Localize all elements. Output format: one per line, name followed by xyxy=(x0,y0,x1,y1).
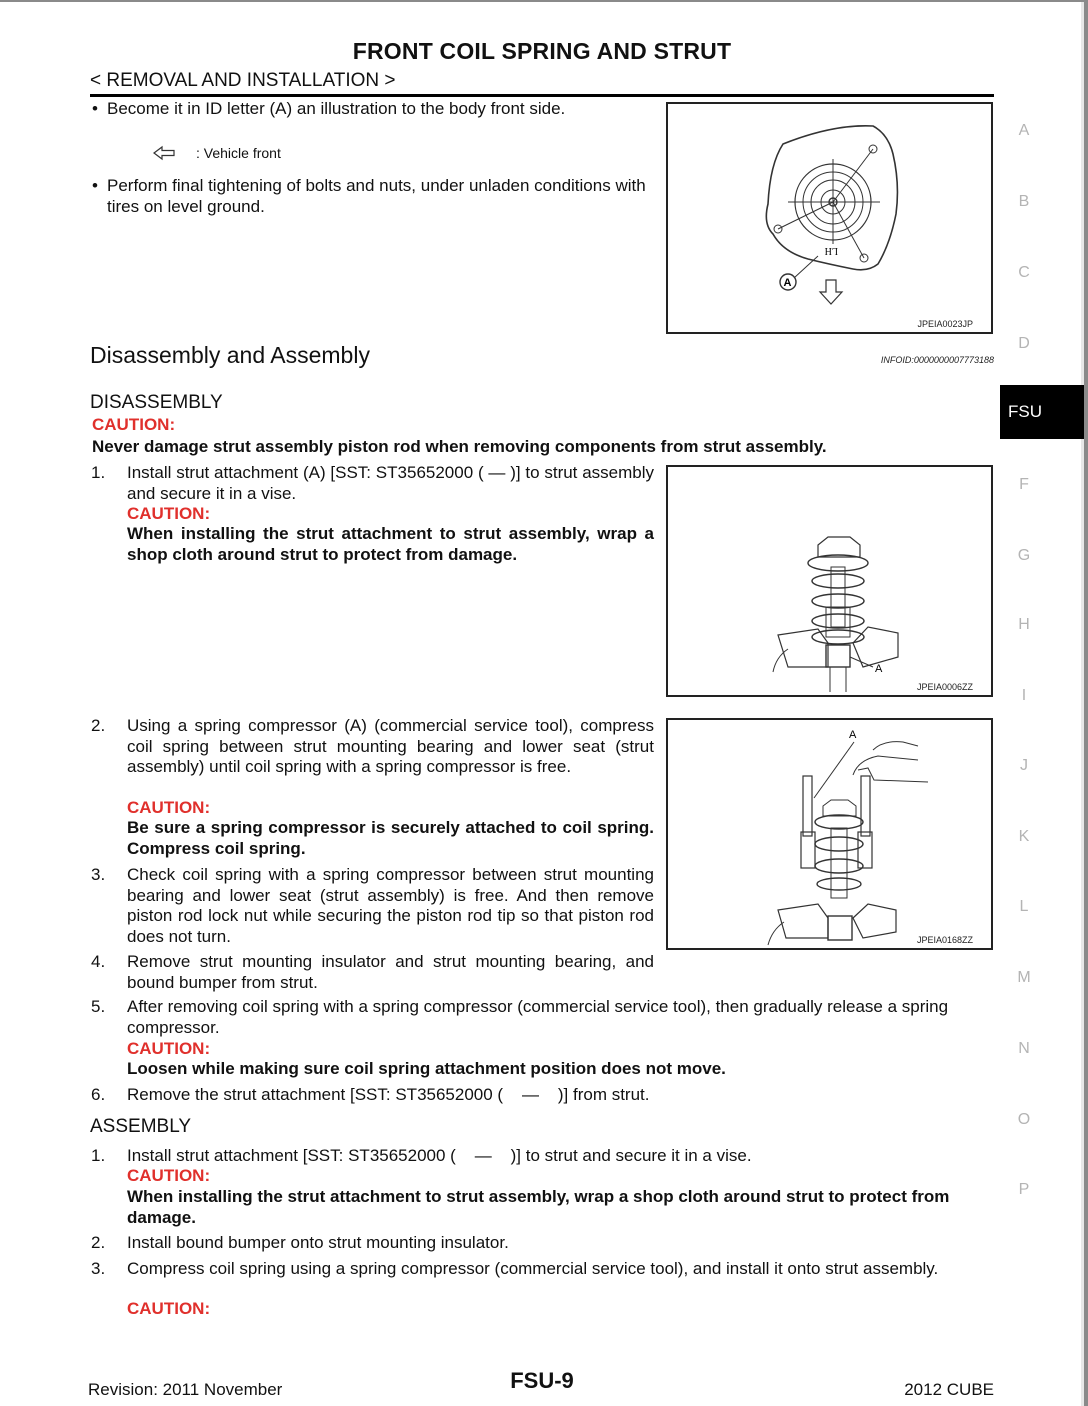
page-title: FRONT COIL SPRING AND STRUT xyxy=(352,38,732,64)
caution-label: CAUTION: xyxy=(127,1039,211,1058)
step-text: Remove the strut attachment [SST: ST35652000 ( — )] from strut. xyxy=(127,1085,650,1104)
step-text: Install strut attachment (A) [SST: ST35652000 ( — )] to strut assembly and secure it in a vise. xyxy=(127,463,654,503)
assembly-heading: ASSEMBLY xyxy=(90,1116,192,1137)
caution-label: CAUTION: xyxy=(127,798,211,817)
svg-text:A: A xyxy=(849,729,857,741)
index-tab-a[interactable]: A xyxy=(1018,122,1030,139)
step-number: 3. xyxy=(91,1259,106,1278)
info-id: INFOID:0000000007773188 xyxy=(880,355,994,365)
index-tab-p[interactable]: P xyxy=(1018,1181,1030,1198)
step-text: Install bound bumper onto strut mounting insulator. xyxy=(127,1233,509,1252)
caution-label: CAUTION: xyxy=(127,1299,211,1318)
caution-text: When installing the strut attachment to strut assembly, wrap a shop cloth around strut to protect from damage. xyxy=(127,1187,950,1227)
strut-insulator-illustration xyxy=(668,104,991,332)
svg-text:A: A xyxy=(875,663,883,675)
step-number: 1. xyxy=(91,463,106,482)
step-text: Compress coil spring using a spring compressor (commercial service tool), and install it onto strut assembly. xyxy=(127,1259,939,1278)
caution-text: Be sure a spring compressor is securely attached to coil spring. Compress coil spring. xyxy=(127,818,654,858)
step-text: Check coil spring with a spring compressor between strut mounting bearing and lower seat (strut assembly) is free. And then remove piston rod lock nut while securing the piston rod tip so that piston rod does not turn. xyxy=(127,865,654,946)
step-number: 6. xyxy=(91,1085,106,1104)
index-tab-l[interactable]: L xyxy=(1019,898,1029,915)
step-text: Install strut attachment [SST: ST35652000 ( — )] to strut and secure it in a vise. xyxy=(127,1146,752,1165)
caution-label: CAUTION: xyxy=(127,1166,211,1185)
strut-vise-illustration xyxy=(668,467,991,695)
step-text: Using a spring compressor (A) (commercial service tool), compress coil spring between strut mounting bearing and lower seat (strut assembly) until coil spring with a spring compressor is free. xyxy=(127,716,654,776)
step-text: Remove strut mounting insulator and strut mounting bearing, and bound bumper from strut. xyxy=(127,952,654,992)
viewer-scrollbar[interactable] xyxy=(1084,0,1088,1406)
step-number: 2. xyxy=(91,1233,106,1252)
caution-text: Never damage strut assembly piston rod when removing components from strut assembly. xyxy=(92,437,827,456)
figure-id: JPEIA0006ZZ xyxy=(916,682,973,692)
spring-compressor-illustration xyxy=(668,720,991,948)
caution-text: When installing the strut attachment to strut assembly, wrap a shop cloth around strut to protect from damage. xyxy=(127,524,654,564)
bullet-icon: • xyxy=(92,176,98,195)
vehicle-front-label: : Vehicle front xyxy=(196,145,281,161)
step-number: 4. xyxy=(91,952,106,971)
figure-id: JPEIA0023JP xyxy=(917,319,973,329)
section-title: Disassembly and Assembly xyxy=(90,342,370,368)
index-tab-n[interactable]: N xyxy=(1018,1040,1030,1057)
vehicle-model: 2012 CUBE xyxy=(904,1380,994,1399)
index-tab-k[interactable]: K xyxy=(1018,828,1030,845)
intro-bullet-1: Become it in ID letter (A) an illustration to the body front side. xyxy=(107,99,566,118)
index-tab-c[interactable]: C xyxy=(1018,264,1030,281)
bullet-icon: • xyxy=(92,99,98,118)
revision-date: Revision: 2011 November xyxy=(88,1380,283,1399)
step-number: 2. xyxy=(91,716,106,735)
svg-text:A: A xyxy=(783,277,792,289)
index-tab-j[interactable]: J xyxy=(1020,757,1028,774)
intro-bullet-2: Perform final tightening of bolts and nuts, under unladen conditions with tires on level ground. xyxy=(107,176,646,216)
step-number: 1. xyxy=(91,1146,106,1165)
figure-strut-in-vise xyxy=(666,465,993,697)
index-tab-g[interactable]: G xyxy=(1017,547,1031,564)
caution-text: Loosen while making sure coil spring attachment position does not move. xyxy=(127,1059,726,1078)
left-arrow-icon xyxy=(152,145,176,161)
viewer-frame-top xyxy=(0,0,1088,2)
step-text: After removing coil spring with a spring compressor (commercial service tool), then gradually release a spring compressor. xyxy=(127,997,949,1037)
figure-id: JPEIA0168ZZ xyxy=(916,935,973,945)
step-number: 3. xyxy=(91,865,106,884)
caution-label: CAUTION: xyxy=(92,415,176,434)
page-number: FSU-9 xyxy=(510,1368,574,1393)
index-tab-m[interactable]: M xyxy=(1017,969,1031,986)
index-tab-fsu-active[interactable]: FSU xyxy=(1000,385,1084,439)
index-tab-b[interactable]: B xyxy=(1018,193,1030,210)
index-tab-o[interactable]: O xyxy=(1017,1111,1031,1128)
disassembly-heading: DISASSEMBLY xyxy=(90,392,223,413)
caution-label: CAUTION: xyxy=(127,504,211,523)
figure-strut-insulator xyxy=(666,102,993,334)
breadcrumb: < REMOVAL AND INSTALLATION > xyxy=(90,70,396,91)
header-divider xyxy=(90,94,994,97)
step-number: 5. xyxy=(91,997,106,1016)
figure-spring-compressor xyxy=(666,718,993,950)
svg-text:LH: LH xyxy=(824,245,838,256)
index-tab-i[interactable]: I xyxy=(1021,687,1027,704)
index-tab-f[interactable]: F xyxy=(1019,476,1029,493)
index-tab-d[interactable]: D xyxy=(1018,335,1030,352)
index-tab-h[interactable]: H xyxy=(1018,616,1030,633)
